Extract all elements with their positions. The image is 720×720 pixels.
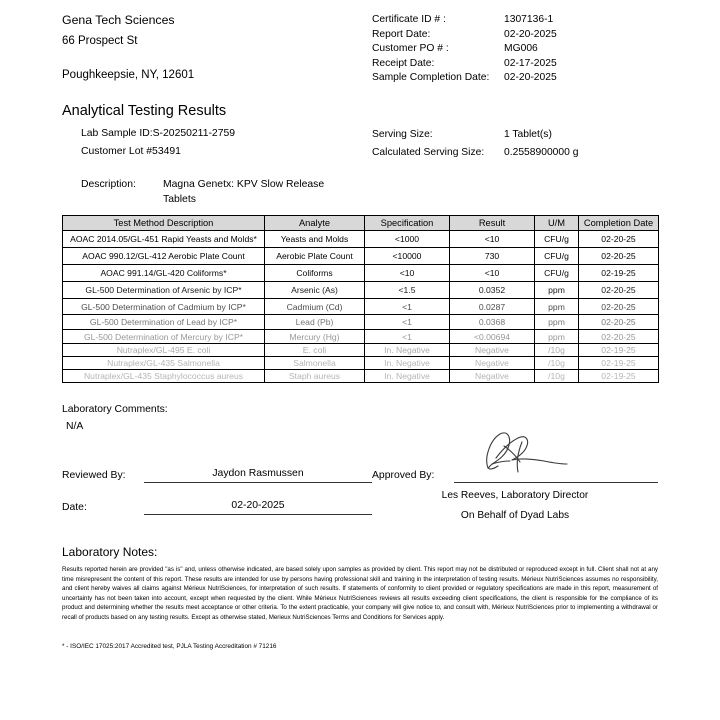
- cell-um: CFU/g: [535, 231, 579, 248]
- meta-label: Report Date:: [372, 28, 431, 40]
- cell-analyte: Lead (Pb): [265, 315, 365, 330]
- cell-specification: <10000: [365, 248, 450, 265]
- product-description: [0, 161, 720, 207]
- table-row: [63, 231, 659, 248]
- cell-analyte: Arsenic (As): [265, 282, 365, 299]
- lab-sample-id: Lab Sample ID:S-20250211-2759: [81, 128, 236, 139]
- cell-method: Nutraplex/GL-495 E. coli: [63, 344, 265, 357]
- reviewed-by-rule: [144, 482, 372, 483]
- cell-specification: <1.5: [365, 282, 450, 299]
- reviewed-by-row: [62, 468, 372, 483]
- laboratory-comments-block: [0, 383, 720, 435]
- calculated-serving-size-value: 0.2558900000 g: [504, 146, 579, 158]
- serving-size-block: [372, 125, 658, 161]
- meta-row-sample-completion-date: [372, 71, 658, 86]
- cell-method: AOAC 991.14/GL-420 Coliforms*: [63, 265, 265, 282]
- table-row: [63, 265, 659, 282]
- cell-result: 0.0352: [450, 282, 535, 299]
- results-table: [62, 215, 659, 383]
- cell-date: 02-19-25: [579, 344, 659, 357]
- client-street: 66 Prospect St: [62, 35, 138, 47]
- description-line-2: Tablets: [163, 193, 196, 205]
- cell-specification: In. Negative: [365, 357, 450, 370]
- client-city-state-zip: Poughkeepsie, NY, 12601: [62, 69, 195, 81]
- cell-um: ppm: [535, 299, 579, 315]
- cell-result: 730: [450, 248, 535, 265]
- reviewed-by-block: [62, 468, 372, 521]
- cell-specification: <1000: [365, 231, 450, 248]
- cell-result: 0.0368: [450, 315, 535, 330]
- laboratory-notes-body: Results reported herein are provided "as is" and, unless otherwise indicated, are based solely upon samples as provided by client. This report may not be distributed or reproduced except in full. Client shall not at any time misrepresent the content of this report. These results are intended for use by persons having professional skill and training in the interpretation of testing results. Mérieux NutriSciences assumes no responsibility, and client hereby waives all claims against Mérieux NutriSciences, for interpretation of such results. If statements of conformity to client provided or regulatory specifications are made in this report, measurement of uncertainty has not been taken into account, except when requested by the client. While Mérieux NutriSciences reviews all results exceeding client specifications, the client is responsible for the compliance of its product and determining whether the results meet acceptance or other criteria. To the extent practicable, your company will give notice to, and consult with, Mérieux NutriSciences prior to implementing a withdrawal or recall of products based on any testing results. Except as otherwise stated, Merieux NutriSciences Terms and Conditions for Services apply.: [62, 566, 658, 621]
- column-header-analyte: Analyte: [265, 216, 365, 231]
- cell-date: 02-20-25: [579, 315, 659, 330]
- cell-method: GL-500 Determination of Cadmium by ICP*: [63, 299, 265, 315]
- meta-row-certificate-id: [372, 13, 658, 28]
- table-row: [63, 357, 659, 370]
- meta-label: Customer PO # :: [372, 43, 449, 55]
- cell-method: Nutraplex/GL-435 Salmonella: [63, 357, 265, 370]
- meta-label: Sample Completion Date:: [372, 72, 490, 84]
- address-spacer: [62, 52, 372, 65]
- sample-id-block: [62, 125, 372, 161]
- approved-by-spacer: [454, 468, 658, 482]
- date-value: 02-20-2025: [231, 500, 285, 511]
- table-row: [63, 282, 659, 299]
- approved-by-block: [372, 468, 658, 521]
- cell-um: CFU/g: [535, 265, 579, 282]
- cell-date: 02-20-25: [579, 248, 659, 265]
- results-table-body: [63, 231, 659, 383]
- cell-result: Negative: [450, 370, 535, 383]
- date-field: [144, 500, 372, 515]
- cell-um: /10g: [535, 344, 579, 357]
- date-row: [62, 483, 372, 515]
- column-header-test-method-description: Test Method Description: [63, 216, 265, 231]
- section-title: Analytical Testing Results: [62, 103, 227, 119]
- cell-um: /10g: [535, 370, 579, 383]
- cell-result: Negative: [450, 344, 535, 357]
- approved-by-behalf: On Behalf of Dyad Labs: [460, 510, 570, 521]
- cell-analyte: Staph aureus: [265, 370, 365, 383]
- cell-um: CFU/g: [535, 248, 579, 265]
- reviewed-by-label: Reviewed By:: [62, 470, 126, 481]
- approved-by-name: Les Reeves, Laboratory Director: [441, 490, 589, 501]
- cell-specification: <1: [365, 315, 450, 330]
- cell-date: 02-19-25: [579, 265, 659, 282]
- approved-by-rule: [454, 482, 658, 483]
- calculated-serving-size-row: [372, 144, 658, 162]
- column-header-specification: Specification: [365, 216, 450, 231]
- certificate-meta-block: [372, 10, 658, 86]
- cell-result: <0.00694: [450, 330, 535, 344]
- cell-analyte: Yeasts and Molds: [265, 231, 365, 248]
- cell-date: 02-20-25: [579, 231, 659, 248]
- table-row: [63, 299, 659, 315]
- cell-method: GL-500 Determination of Mercury by ICP*: [63, 330, 265, 344]
- approved-by-label: Approved By:: [372, 470, 435, 481]
- cell-um: ppm: [535, 330, 579, 344]
- customer-lot: Customer Lot #53491: [81, 145, 181, 157]
- cell-method: AOAC 2014.05/GL-451 Rapid Yeasts and Molds*: [63, 231, 265, 248]
- cell-method: GL-500 Determination of Arsenic by ICP*: [63, 282, 265, 299]
- accreditation-footnote: * - ISO/IEC 17025:2017 Accredited test, PJLA Testing Accreditation # 71216: [62, 642, 277, 650]
- meta-value: MG006: [504, 43, 538, 55]
- cell-analyte: Cadmium (Cd): [265, 299, 365, 315]
- serving-size-label: Serving Size:: [372, 129, 433, 140]
- column-header-result: Result: [450, 216, 535, 231]
- calculated-serving-size-label: Calculated Serving Size:: [372, 146, 485, 158]
- client-name: Gena Tech Sciences: [62, 13, 175, 27]
- cell-date: 02-20-25: [579, 330, 659, 344]
- date-rule: [144, 514, 372, 515]
- cell-result: <10: [450, 265, 535, 282]
- serving-size-row: [372, 126, 658, 144]
- cell-date: 02-19-25: [579, 357, 659, 370]
- cell-um: /10g: [535, 357, 579, 370]
- cell-analyte: Aerobic Plate Count: [265, 248, 365, 265]
- laboratory-comments-title: Laboratory Comments:: [62, 404, 168, 415]
- cell-method: Nutraplex/GL-435 Staphylococcus aureus: [63, 370, 265, 383]
- cell-date: 02-20-25: [579, 282, 659, 299]
- cell-analyte: Salmonella: [265, 357, 365, 370]
- approved-by-row: [372, 468, 658, 483]
- description-line-1: Magna Genetx: KPV Slow Release: [163, 179, 325, 190]
- cell-analyte: Mercury (Hg): [265, 330, 365, 344]
- reviewed-by-value: Jaydon Rasmussen: [212, 468, 304, 479]
- results-table-head: [63, 216, 659, 231]
- cell-date: 02-19-25: [579, 370, 659, 383]
- meta-value: 02-20-2025: [504, 28, 557, 40]
- description-value: [163, 178, 658, 207]
- column-header-um: U/M: [535, 216, 579, 231]
- cell-method: AOAC 990.12/GL-412 Aerobic Plate Count: [63, 248, 265, 265]
- cell-date: 02-20-25: [579, 299, 659, 315]
- description-label: Description:: [81, 179, 136, 190]
- cell-specification: In. Negative: [365, 370, 450, 383]
- table-row: [63, 248, 659, 265]
- client-address-block: [62, 10, 372, 86]
- laboratory-comments-value: N/A: [66, 421, 84, 432]
- table-row: [63, 344, 659, 357]
- table-row: [63, 370, 659, 383]
- table-row: [63, 330, 659, 344]
- table-header-row: [63, 216, 659, 231]
- cell-analyte: Coliforms: [265, 265, 365, 282]
- cell-um: ppm: [535, 315, 579, 330]
- approved-by-field: [454, 468, 658, 483]
- sample-summary: [0, 125, 720, 161]
- table-row: [63, 315, 659, 330]
- cell-analyte: E. coli: [265, 344, 365, 357]
- cell-specification: <1: [365, 299, 450, 315]
- meta-value: 1307136-1: [504, 14, 554, 25]
- results-table-container: [0, 207, 720, 383]
- cell-specification: <10: [365, 265, 450, 282]
- meta-label: Receipt Date:: [372, 57, 435, 69]
- cell-specification: In. Negative: [365, 344, 450, 357]
- column-header-completion-date: Completion Date: [579, 216, 659, 231]
- cell-specification: <1: [365, 330, 450, 344]
- date-label: Date:: [62, 502, 87, 513]
- meta-row-receipt-date: [372, 57, 658, 72]
- signature-section: [0, 435, 720, 521]
- serving-size-value: 1 Tablet(s): [504, 129, 552, 140]
- meta-value: 02-20-2025: [504, 72, 557, 84]
- meta-label: Certificate ID # :: [372, 14, 446, 25]
- cell-method: GL-500 Determination of Lead by ICP*: [63, 315, 265, 330]
- meta-row-report-date: [372, 28, 658, 43]
- meta-value: 02-17-2025: [504, 57, 557, 69]
- cell-result: Negative: [450, 357, 535, 370]
- cell-result: 0.0287: [450, 299, 535, 315]
- cell-result: <10: [450, 231, 535, 248]
- meta-row-customer-po: [372, 42, 658, 57]
- cell-um: ppm: [535, 282, 579, 299]
- laboratory-notes-title: Laboratory Notes:: [62, 545, 158, 559]
- document-header: [0, 0, 720, 86]
- reviewed-by-field: [144, 468, 372, 483]
